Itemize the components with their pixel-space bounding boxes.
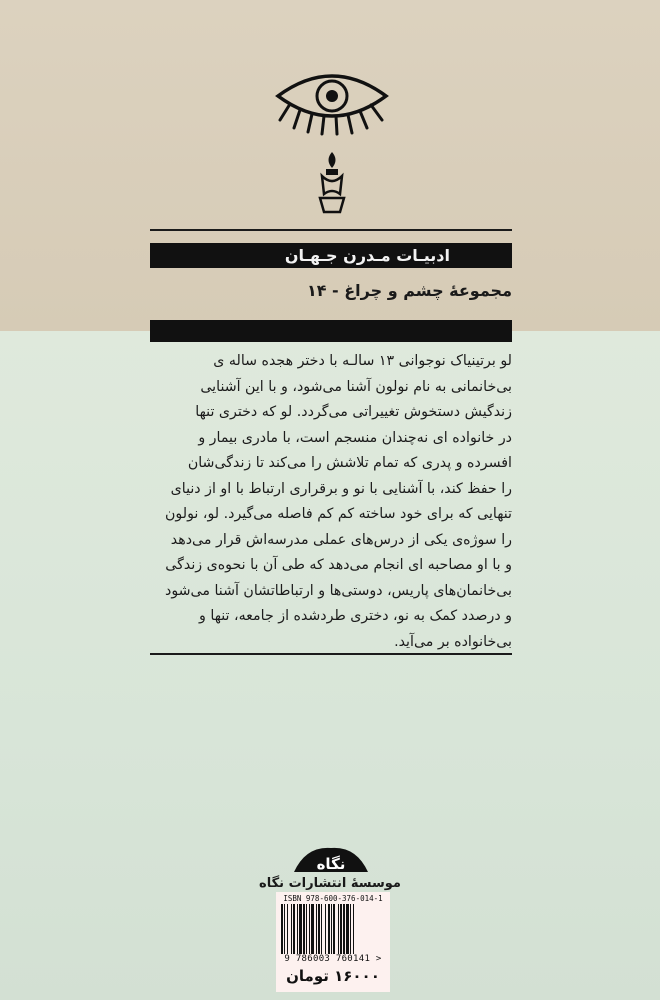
- barcode-bar: [297, 904, 298, 954]
- description-header-bar: [150, 320, 512, 342]
- description-line: لو برتینیاک نوجوانی ۱۳ سالـه با دختر هجده ساله ی: [213, 353, 512, 369]
- barcode-bar: [333, 904, 335, 954]
- description-line: در خانواده ای نه‌چندان منسجم است، با مادری بیمار و: [198, 429, 512, 446]
- price-label: ۱۶۰۰۰ تومان: [286, 967, 380, 985]
- barcode-bar: [284, 904, 285, 954]
- barcode-bar: [309, 904, 310, 954]
- description-line: را حفظ کند، با آشنایی با نو و برقراری ارتباط با او از دنیای: [170, 480, 512, 497]
- barcode-bar: [318, 904, 320, 954]
- barcode-bar: [311, 904, 314, 954]
- barcode-bar: [316, 904, 317, 954]
- description-line: بی‌خانواده بر می‌آید.: [394, 633, 512, 650]
- eye-lamp-emblem-icon: [270, 60, 395, 220]
- barcode-bar: [325, 904, 326, 954]
- barcode-bar: [299, 904, 302, 954]
- publisher-logo-text: نگاه: [316, 855, 346, 873]
- barcode-sticker: [276, 892, 390, 992]
- barcode-bar: [287, 904, 288, 954]
- barcode-bar: [353, 904, 354, 954]
- publisher-name: موسسهٔ انتشارات نگاه: [259, 876, 401, 891]
- barcode-bar: [338, 904, 339, 954]
- barcode-bar: [281, 904, 283, 954]
- description-line: تنهایی که برای خود ساخته کم کم فاصله می‌گیرد. لو، نولون: [165, 506, 512, 522]
- barcode-bars: [281, 904, 385, 954]
- barcode-bar: [321, 904, 322, 954]
- description-line: زندگیش دستخوش تغییراتی می‌گردد. لو که دختری تنها: [195, 404, 512, 420]
- barcode-bar: [350, 904, 351, 954]
- description-line: را سوژه‌ی یکی از درس‌های عملی مدرسه‌اش قرار می‌دهد: [170, 531, 512, 548]
- barcode-bar: [328, 904, 330, 954]
- barcode-bar: [331, 904, 332, 954]
- barcode-bar: [293, 904, 295, 954]
- barcode-bar: [346, 904, 349, 954]
- description-line: بی‌خانمانی به نام نولون آشنا می‌شود، و با این آشنایی: [200, 378, 512, 395]
- description-line: بی‌خانمان‌های پاریس، دوستی‌ها و ارتباطاتشان آشنا می‌شود: [165, 582, 512, 599]
- barcode-bar: [306, 904, 307, 954]
- barcode-bar: [340, 904, 342, 954]
- description-line: افسرده و پدری که تمام تلاشش را می‌کند تا زندگی‌شان: [187, 455, 512, 471]
- series-title: ادبیـات مـدرن جـهـان: [150, 243, 512, 268]
- description-line: و با او مصاحبه ای انجام می‌دهد که طی آن با نحوه‌ی زندگی: [165, 557, 512, 573]
- barcode-bar: [291, 904, 292, 954]
- barcode-digits: 9 786003 760141 >: [284, 954, 382, 964]
- bottom-divider: [150, 653, 512, 655]
- top-divider: [150, 229, 512, 231]
- description-line: و درصدد کمک به نو، دختری طردشده از جامعه، تنها و: [199, 608, 512, 624]
- collection-title: مجموعهٔ چشم و چراغ - ۱۴: [306, 281, 512, 300]
- isbn-number: ISBN 978-600-376-014-1: [283, 894, 383, 903]
- book-description: [150, 349, 512, 655]
- barcode-bar: [303, 904, 305, 954]
- barcode-bar: [343, 904, 345, 954]
